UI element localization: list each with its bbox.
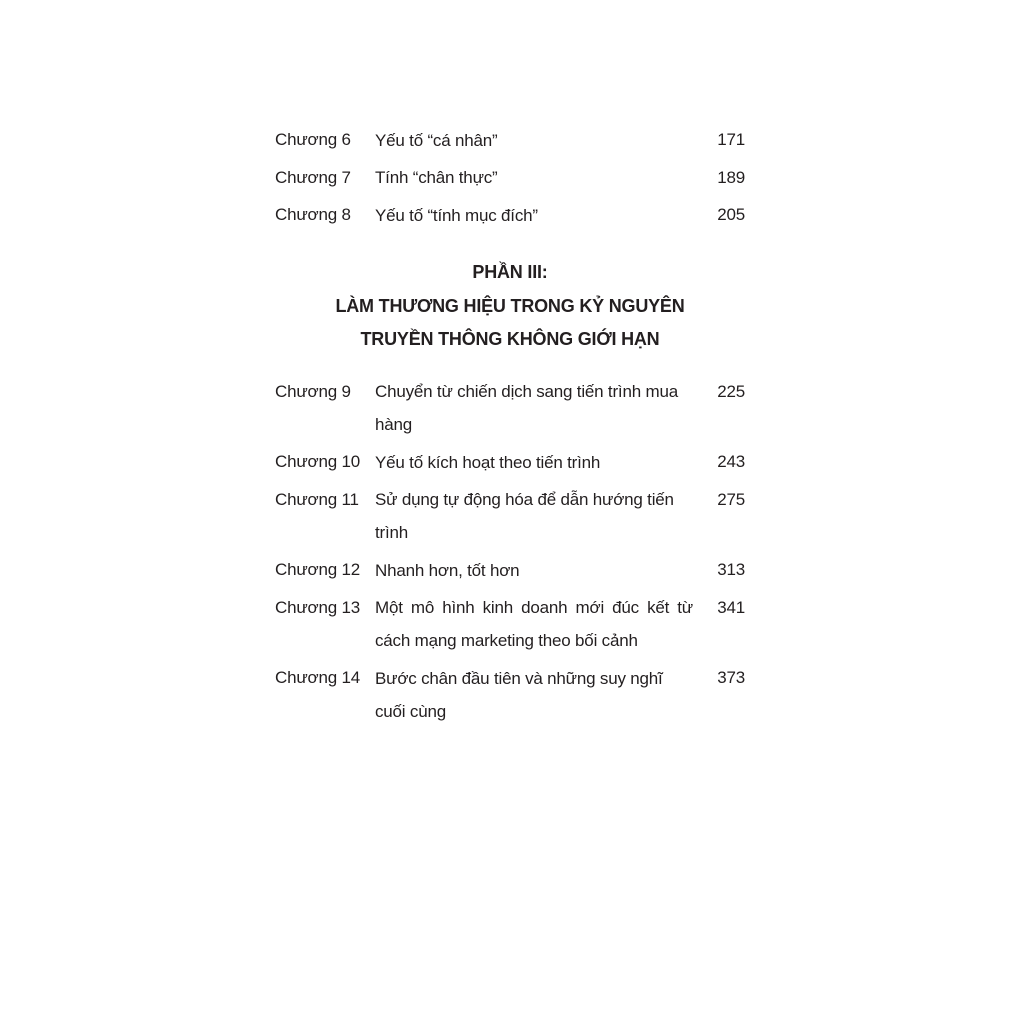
chapter-title: Một mô hình kinh doanh mới đúc kết từ cách mạng marketing theo bối cảnh — [375, 598, 693, 650]
toc-entry — [275, 558, 745, 582]
chapter-label: Chương 14 — [275, 668, 361, 687]
chapter-title: Sử dụng tự động hóa để dẫn hướng tiến trình — [375, 490, 674, 542]
section-header-line: LÀM THƯƠNG HIỆU TRONG KỶ NGUYÊN — [335, 295, 685, 316]
section-header — [275, 256, 745, 357]
section-header-line: PHẦN III: — [472, 262, 548, 282]
chapter-page-number: 205 — [717, 205, 745, 224]
chapter-title: Nhanh hơn, tốt hơn — [375, 560, 520, 580]
chapter-page-number: 225 — [717, 381, 745, 401]
toc-entry — [275, 380, 745, 437]
chapter-label: Chương 7 — [275, 167, 351, 187]
chapter-title: Tính “chân thực” — [375, 168, 498, 187]
chapter-label: Chương 13 — [275, 597, 361, 617]
toc-entry — [275, 666, 745, 723]
chapter-page-number: 313 — [717, 560, 745, 579]
chapter-label: Chương 9 — [275, 381, 351, 401]
chapter-page-number: 341 — [717, 597, 745, 617]
toc-entry — [275, 596, 745, 653]
chapter-title: Yếu tố “tính mục đích” — [375, 205, 538, 225]
chapter-page-number: 243 — [717, 452, 745, 471]
chapter-title: Bước chân đầu tiên và những suy nghĩ cuối cùng — [375, 668, 663, 721]
chapter-title: Yếu tố kích hoạt theo tiến trình — [375, 452, 601, 472]
toc-entry — [275, 488, 745, 545]
toc-entry — [275, 128, 745, 152]
chapter-label: Chương 8 — [275, 205, 351, 224]
chapter-label: Chương 6 — [275, 130, 351, 149]
chapter-page-number: 171 — [717, 130, 745, 149]
chapter-label: Chương 10 — [275, 452, 361, 471]
chapter-page-number: 189 — [717, 167, 745, 187]
chapter-title: Yếu tố “cá nhân” — [375, 130, 498, 150]
chapter-label: Chương 11 — [275, 489, 359, 509]
section-header-line: TRUYỀN THÔNG KHÔNG GIỚI HẠN — [360, 329, 660, 349]
toc-entry — [275, 203, 745, 227]
table-of-contents — [275, 128, 745, 737]
toc-entry — [275, 166, 745, 190]
chapter-label: Chương 12 — [275, 560, 361, 579]
toc-entries-top — [275, 128, 745, 227]
toc-entry — [275, 450, 745, 474]
toc-entries-bottom — [275, 380, 745, 724]
chapter-page-number: 275 — [717, 489, 745, 509]
chapter-title: Chuyển từ chiến dịch sang tiến trình mua hàng — [375, 382, 678, 434]
chapter-page-number: 373 — [717, 668, 745, 687]
